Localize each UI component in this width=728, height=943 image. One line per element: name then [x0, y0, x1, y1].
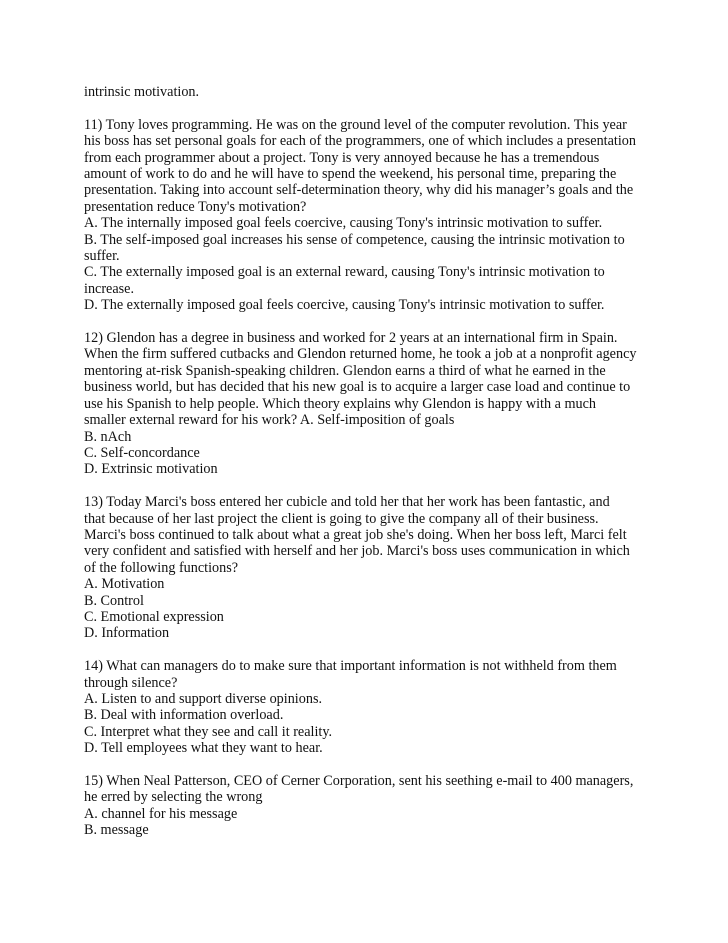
question-text-line-with-option-a: smaller external reward for his work? A. Self-imposition of goals: [84, 412, 455, 429]
question-text-line: 11) Tony loves programming. He was on the ground level of the computer revolution. This year: [84, 116, 627, 133]
spacer: [84, 642, 704, 658]
answer-option: B. The self-imposed goal increases his sense of competence, causing the intrinsic motivation to: [84, 231, 625, 248]
answer-option: D. Extrinsic motivation: [84, 461, 218, 478]
question-text-line: use his Spanish to help people. Which theory explains why Glendon is happy with a much: [84, 395, 596, 412]
spacer: [84, 100, 704, 116]
question-text-line: amount of work to do and he will have to spend the weekend, his personal time, preparing the: [84, 166, 617, 183]
question-text-line: that because of her last project the client is going to give the company all of their business.: [84, 510, 599, 527]
question-text-line: he erred by selecting the wrong: [84, 789, 263, 806]
question-text-line: very confident and satisfied with herself and her job. Marci's boss uses communication in which: [84, 543, 630, 560]
question-text-line: When the firm suffered cutbacks and Glendon returned home, he took a job at a nonprofit agency: [84, 346, 637, 363]
answer-option: B. Control: [84, 592, 144, 609]
question-12: [84, 330, 704, 478]
answer-option: D. The externally imposed goal feels coercive, causing Tony's intrinsic motivation to suffer.: [84, 297, 605, 314]
answer-option: B. Deal with information overload.: [84, 707, 284, 724]
question-11: [84, 117, 704, 314]
answer-option: B. message: [84, 822, 149, 839]
answer-option: C. Self-concordance: [84, 444, 200, 461]
answer-option: C. Interpret what they see and call it reality.: [84, 723, 333, 740]
answer-option: A. Motivation: [84, 576, 165, 593]
answer-option: D. Tell employees what they want to hear.: [84, 740, 323, 757]
question-text-line: 15) When Neal Patterson, CEO of Cerner Corporation, sent his seething e-mail to 400 managers,: [84, 772, 634, 789]
question-15: [84, 773, 704, 839]
spacer: [84, 478, 704, 494]
question-text-line: 14) What can managers do to make sure that important information is not withheld from them: [84, 658, 617, 675]
question-text-line: of the following functions?: [84, 559, 239, 576]
answer-option: A. channel for his message: [84, 805, 238, 822]
answer-option: D. Information: [84, 625, 170, 642]
spacer: [84, 314, 704, 330]
question-text-line: Marci's boss continued to talk about what a great job she's doing. When her boss left, Marci felt: [84, 526, 627, 543]
answer-option: C. The externally imposed goal is an external reward, causing Tony's intrinsic motivation to: [84, 264, 605, 281]
answer-option: suffer.: [84, 248, 120, 265]
question-14: [84, 658, 704, 756]
question-text-line: mentoring at-risk Spanish-speaking children. Glendon earns a third of what he earned in the: [84, 362, 606, 379]
question-text-line: 12) Glendon has a degree in business and worked for 2 years at an international firm in Spain.: [84, 330, 618, 347]
answer-option: A. The internally imposed goal feels coercive, causing Tony's intrinsic motivation to suffer.: [84, 215, 603, 232]
answer-option: B. nAch: [84, 428, 132, 445]
answer-option: C. Emotional expression: [84, 608, 224, 625]
question-13: [84, 494, 704, 642]
question-text-line: business world, but has decided that his new goal is to acquire a larger case load and continue to: [84, 379, 631, 396]
document-page: [84, 84, 704, 839]
question-text-line: from each programmer about a project. Tony is very annoyed because he has a tremendous: [84, 149, 600, 166]
question-text-line: 13) Today Marci's boss entered her cubicle and told her that her work has been fantastic, and: [84, 494, 610, 511]
question-text-line: through silence?: [84, 674, 178, 691]
question-text-line: presentation. Taking into account self-determination theory, why did his manager’s goals and the: [84, 182, 634, 199]
question-text-line: his boss has set personal goals for each of the programmers, one of which includes a presentation: [84, 133, 636, 150]
spacer: [84, 757, 704, 773]
answer-option: increase.: [84, 280, 135, 297]
answer-option: A. Listen to and support diverse opinions.: [84, 690, 323, 707]
intro-line: intrinsic motivation.: [84, 84, 200, 100]
question-text-line: presentation reduce Tony's motivation?: [84, 198, 307, 215]
